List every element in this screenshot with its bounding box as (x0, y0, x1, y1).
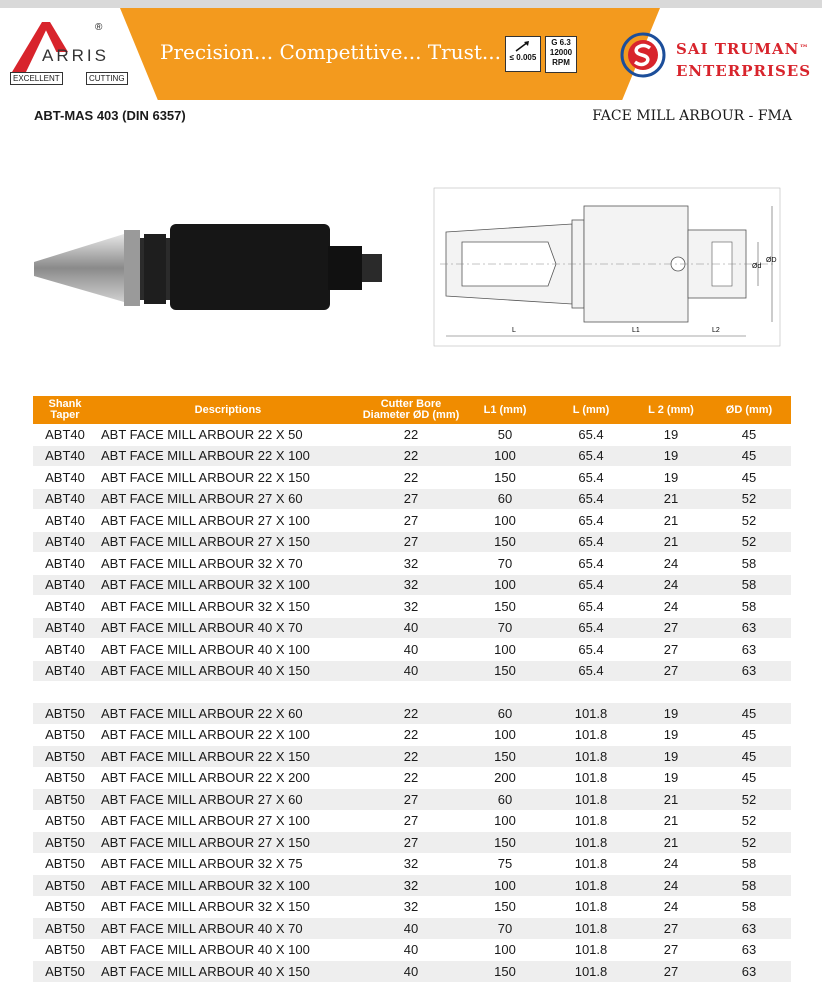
table-cell: ABT40 (33, 531, 97, 553)
table-cell: 63 (707, 939, 791, 961)
table-cell: 100 (463, 875, 547, 897)
table-cell: 27 (359, 531, 463, 553)
table-cell: 24 (635, 853, 707, 875)
table-cell: 27 (635, 639, 707, 661)
table-cell: ABT40 (33, 660, 97, 682)
table-cell: ABT FACE MILL ARBOUR 40 X 70 (97, 918, 359, 940)
brand-name: ARRIS (42, 46, 109, 65)
table-cell: ABT50 (33, 724, 97, 746)
header-cutter-bore: Cutter Bore Diameter ØD (mm) (359, 396, 463, 424)
dim-od-small-label: Ød (752, 263, 762, 270)
table-cell: ABT FACE MILL ARBOUR 32 X 75 (97, 853, 359, 875)
table-cell: ABT FACE MILL ARBOUR 32 X 150 (97, 896, 359, 918)
table-cell: 21 (635, 789, 707, 811)
partner-line1: SAI TRUMAN (676, 40, 800, 58)
table-cell: 101.8 (547, 703, 635, 725)
table-row (33, 767, 791, 789)
table-cell: 150 (463, 467, 547, 489)
table-cell: 27 (359, 832, 463, 854)
table-cell: 101.8 (547, 810, 635, 832)
table-cell: ABT40 (33, 510, 97, 532)
table-cell: ABT FACE MILL ARBOUR 27 X 100 (97, 510, 359, 532)
table-cell: ABT FACE MILL ARBOUR 22 X 100 (97, 445, 359, 467)
table-cell: 65.4 (547, 510, 635, 532)
table-cell: 100 (463, 939, 547, 961)
table-cell: 58 (707, 553, 791, 575)
table-cell: 75 (463, 853, 547, 875)
header-shank-taper: Shank Taper (33, 396, 97, 424)
spec-table (33, 396, 791, 983)
partner-tm: ™ (799, 44, 810, 54)
table-row (33, 574, 791, 596)
table-cell: ABT40 (33, 639, 97, 661)
dim-od-label: ØD (766, 257, 777, 264)
table-cell: 101.8 (547, 767, 635, 789)
header-l2: L 2 (mm) (635, 396, 707, 424)
table-cell: 22 (359, 746, 463, 768)
table-cell: 100 (463, 810, 547, 832)
table-cell: ABT50 (33, 961, 97, 983)
brand-tag-cutting: CUTTING (86, 72, 128, 85)
table-row (33, 467, 791, 489)
table-cell: 150 (463, 746, 547, 768)
table-cell: 27 (359, 488, 463, 510)
table-cell: ABT FACE MILL ARBOUR 40 X 100 (97, 639, 359, 661)
table-row (33, 703, 791, 725)
table-cell: 101.8 (547, 896, 635, 918)
table-row (33, 918, 791, 940)
table-cell: 27 (359, 789, 463, 811)
table-cell: 45 (707, 445, 791, 467)
tagline: Precision... Competitive... Trust... (160, 40, 501, 64)
table-cell: 19 (635, 767, 707, 789)
table-cell: 63 (707, 961, 791, 983)
table-cell: 100 (463, 724, 547, 746)
table-cell: 65.4 (547, 574, 635, 596)
table-cell: ABT50 (33, 918, 97, 940)
table-cell: 40 (359, 918, 463, 940)
table-cell: 100 (463, 574, 547, 596)
table-cell: 32 (359, 553, 463, 575)
table-cell: ABT FACE MILL ARBOUR 27 X 100 (97, 810, 359, 832)
table-cell: ABT50 (33, 939, 97, 961)
table-cell: 32 (359, 875, 463, 897)
table-cell: ABT FACE MILL ARBOUR 22 X 150 (97, 746, 359, 768)
table-cell: ABT40 (33, 488, 97, 510)
table-cell: ABT FACE MILL ARBOUR 22 X 60 (97, 703, 359, 725)
table-row (33, 660, 791, 682)
balance-speed: 12000 (549, 48, 573, 57)
table-cell: 70 (463, 617, 547, 639)
table-cell: ABT FACE MILL ARBOUR 40 X 150 (97, 660, 359, 682)
table-cell: 24 (635, 553, 707, 575)
tolerance-badge (505, 36, 541, 72)
table-cell: ABT40 (33, 424, 97, 445)
table-cell: ABT50 (33, 789, 97, 811)
table-cell: 65.4 (547, 531, 635, 553)
header-od: ØD (mm) (707, 396, 791, 424)
table-cell: 32 (359, 896, 463, 918)
table-row (33, 445, 791, 467)
table-cell: ABT50 (33, 853, 97, 875)
table-cell: 32 (359, 574, 463, 596)
table-cell: 58 (707, 596, 791, 618)
table-cell: 100 (463, 445, 547, 467)
table-cell: 40 (359, 660, 463, 682)
table-cell: 63 (707, 660, 791, 682)
table-cell: 32 (359, 853, 463, 875)
table-cell: 45 (707, 703, 791, 725)
table-cell: 19 (635, 467, 707, 489)
table-cell: 60 (463, 789, 547, 811)
header-l: L (mm) (547, 396, 635, 424)
table-cell: 65.4 (547, 488, 635, 510)
table-cell: 24 (635, 875, 707, 897)
table-cell: 22 (359, 703, 463, 725)
table-cell: 40 (359, 639, 463, 661)
table-cell: 27 (359, 510, 463, 532)
table-cell: 101.8 (547, 961, 635, 983)
dim-l2-label: L2 (712, 327, 720, 334)
table-cell: 63 (707, 617, 791, 639)
table-cell: 101.8 (547, 832, 635, 854)
table-row (33, 510, 791, 532)
table-cell: 58 (707, 853, 791, 875)
table-cell: 52 (707, 789, 791, 811)
table-row (33, 596, 791, 618)
table-cell: 40 (359, 617, 463, 639)
table-cell: 63 (707, 639, 791, 661)
table-cell: 24 (635, 574, 707, 596)
table-cell: 27 (635, 918, 707, 940)
product-title: FACE MILL ARBOUR - FMA (592, 108, 792, 124)
table-cell: ABT FACE MILL ARBOUR 27 X 60 (97, 488, 359, 510)
table-cell: 52 (707, 510, 791, 532)
table-cell: 22 (359, 724, 463, 746)
table-cell: ABT50 (33, 746, 97, 768)
header-l1: L1 (mm) (463, 396, 547, 424)
table-cell: 52 (707, 832, 791, 854)
table-cell: ABT FACE MILL ARBOUR 27 X 150 (97, 531, 359, 553)
partner-name (676, 38, 811, 82)
table-cell: 24 (635, 596, 707, 618)
table-row (33, 746, 791, 768)
table-cell: 65.4 (547, 553, 635, 575)
table-cell: ABT40 (33, 467, 97, 489)
table-cell: 150 (463, 531, 547, 553)
technical-drawing (432, 180, 782, 355)
table-cell: 101.8 (547, 724, 635, 746)
table-cell: 101.8 (547, 853, 635, 875)
table-cell: 45 (707, 746, 791, 768)
table-cell: 63 (707, 918, 791, 940)
table-cell: ABT FACE MILL ARBOUR 40 X 100 (97, 939, 359, 961)
table-cell: 52 (707, 531, 791, 553)
table-header-row (33, 396, 791, 424)
product-photo (28, 190, 388, 350)
table-cell: ABT FACE MILL ARBOUR 32 X 100 (97, 574, 359, 596)
table-cell: 27 (635, 939, 707, 961)
table-cell: 32 (359, 596, 463, 618)
table-cell: ABT FACE MILL ARBOUR 32 X 100 (97, 875, 359, 897)
sai-truman-logo-icon (620, 32, 666, 78)
table-row (33, 424, 791, 445)
table-cell: ABT FACE MILL ARBOUR 32 X 150 (97, 596, 359, 618)
table-cell: 100 (463, 639, 547, 661)
balance-grade: G 6.3 (551, 38, 571, 47)
table-cell: 65.4 (547, 660, 635, 682)
table-cell: 22 (359, 424, 463, 445)
table-cell: 22 (359, 767, 463, 789)
table-cell: 21 (635, 531, 707, 553)
table-cell: 22 (359, 445, 463, 467)
table-cell: ABT50 (33, 875, 97, 897)
table-row (33, 832, 791, 854)
table-cell: 150 (463, 961, 547, 983)
table-cell: 27 (635, 961, 707, 983)
balance-unit: RPM (552, 58, 570, 67)
table-cell: 58 (707, 896, 791, 918)
table-cell: 21 (635, 510, 707, 532)
table-cell: 19 (635, 724, 707, 746)
table-row (33, 853, 791, 875)
table-cell: ABT40 (33, 596, 97, 618)
top-border (0, 0, 822, 8)
table-cell: 100 (463, 510, 547, 532)
table-cell: ABT FACE MILL ARBOUR 22 X 100 (97, 724, 359, 746)
table-cell: 22 (359, 467, 463, 489)
table-cell: 150 (463, 660, 547, 682)
table-row (33, 896, 791, 918)
table-cell: 65.4 (547, 445, 635, 467)
table-cell: ABT FACE MILL ARBOUR 27 X 60 (97, 789, 359, 811)
table-row (33, 961, 791, 983)
table-cell: 52 (707, 810, 791, 832)
header-banner (0, 8, 822, 100)
table-cell: 21 (635, 832, 707, 854)
standard-label: ABT-MAS 403 (DIN 6357) (34, 108, 186, 123)
table-row (33, 724, 791, 746)
table-cell: 27 (359, 810, 463, 832)
table-cell: ABT FACE MILL ARBOUR 22 X 200 (97, 767, 359, 789)
table-cell: 150 (463, 896, 547, 918)
brand-reg-mark: ® (95, 22, 103, 33)
table-row (33, 810, 791, 832)
dim-l-label: L (512, 327, 516, 334)
table-cell: ABT FACE MILL ARBOUR 32 X 70 (97, 553, 359, 575)
table-cell: 65.4 (547, 596, 635, 618)
table-cell: 65.4 (547, 639, 635, 661)
table-cell: ABT FACE MILL ARBOUR 22 X 50 (97, 424, 359, 445)
table-cell: 101.8 (547, 789, 635, 811)
table-cell: 52 (707, 488, 791, 510)
table-cell: ABT40 (33, 553, 97, 575)
table-cell: 19 (635, 445, 707, 467)
table-cell: ABT50 (33, 896, 97, 918)
table-cell: 65.4 (547, 617, 635, 639)
table-cell: 150 (463, 832, 547, 854)
table-cell: 60 (463, 703, 547, 725)
table-cell: ABT FACE MILL ARBOUR 40 X 150 (97, 961, 359, 983)
arrow-icon (513, 39, 533, 53)
table-cell: 101.8 (547, 918, 635, 940)
table-cell: 19 (635, 703, 707, 725)
table-cell: 65.4 (547, 424, 635, 445)
table-row (33, 875, 791, 897)
table-cell: 19 (635, 746, 707, 768)
table-row (33, 553, 791, 575)
table-row (33, 639, 791, 661)
table-cell: ABT FACE MILL ARBOUR 40 X 70 (97, 617, 359, 639)
table-cell: 65.4 (547, 467, 635, 489)
table-cell: ABT50 (33, 703, 97, 725)
table-cell: ABT40 (33, 445, 97, 467)
table-cell: ABT FACE MILL ARBOUR 22 X 150 (97, 467, 359, 489)
table-cell: 45 (707, 424, 791, 445)
balance-badge (545, 36, 577, 73)
table-cell: 27 (635, 660, 707, 682)
brand-tag-excellent: EXCELLENT (10, 72, 63, 85)
spacer-cell (33, 682, 791, 703)
table-cell: 45 (707, 467, 791, 489)
table-cell: 70 (463, 553, 547, 575)
tolerance-value: ≤ 0.005 (509, 53, 537, 62)
table-cell: ABT50 (33, 810, 97, 832)
table-row (33, 939, 791, 961)
table-cell: 19 (635, 424, 707, 445)
table-cell: 58 (707, 875, 791, 897)
table-cell: 50 (463, 424, 547, 445)
table-row (33, 531, 791, 553)
table-cell: 45 (707, 724, 791, 746)
header-descriptions: Descriptions (97, 396, 359, 424)
table-cell: ABT40 (33, 617, 97, 639)
table-cell: 150 (463, 596, 547, 618)
table-cell: 45 (707, 767, 791, 789)
arris-logo (0, 8, 126, 100)
table-cell: ABT50 (33, 767, 97, 789)
table-cell: 70 (463, 918, 547, 940)
table-spacer-row (33, 682, 791, 703)
table-cell: ABT FACE MILL ARBOUR 27 X 150 (97, 832, 359, 854)
table-cell: 101.8 (547, 875, 635, 897)
table-cell: 200 (463, 767, 547, 789)
table-cell: 58 (707, 574, 791, 596)
table-cell: 27 (635, 617, 707, 639)
table-cell: 40 (359, 939, 463, 961)
table-row (33, 789, 791, 811)
table-cell: 21 (635, 810, 707, 832)
table-cell: 101.8 (547, 939, 635, 961)
table-cell: ABT40 (33, 574, 97, 596)
table-cell: 24 (635, 896, 707, 918)
dim-l1-label: L1 (632, 327, 640, 334)
partner-line2: ENTERPRISES (676, 62, 812, 80)
table-cell: 40 (359, 961, 463, 983)
table-cell: 101.8 (547, 746, 635, 768)
table-row (33, 488, 791, 510)
table-cell: 21 (635, 488, 707, 510)
table-cell: 60 (463, 488, 547, 510)
table-cell: ABT50 (33, 832, 97, 854)
table-row (33, 617, 791, 639)
